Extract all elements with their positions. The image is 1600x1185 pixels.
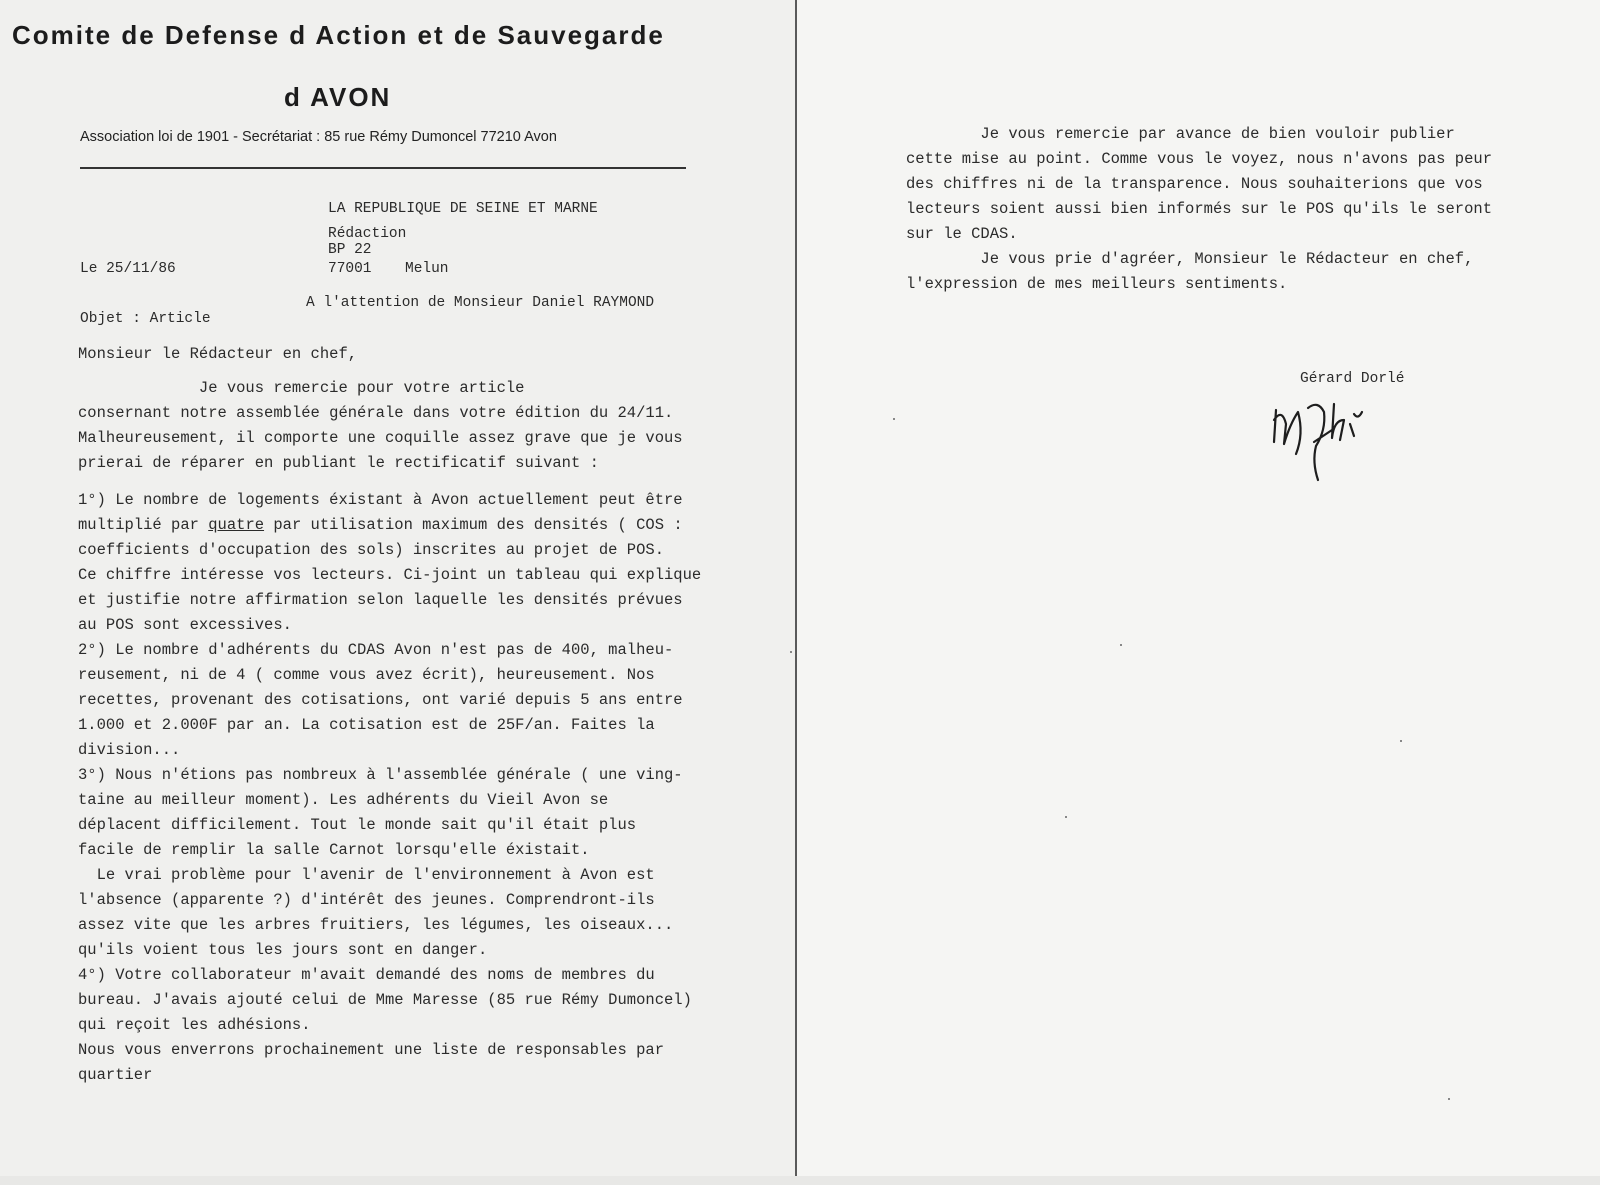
point2-line: recettes, provenant des cotisations, ont varié depuis 5 ans entre [78, 691, 683, 709]
point1-line: 1°) Le nombre de logements éxistant à Avon actuellement peut être [78, 491, 683, 509]
page-fold [795, 0, 797, 1185]
underlined-word: quatre [208, 516, 265, 534]
point2-line: 1.000 et 2.000F par an. La cotisation est de 25F/an. Faites la [78, 716, 655, 734]
point1-line: et justifie notre affirmation selon laquelle les densités prévues [78, 591, 683, 609]
intro-line: consernant notre assemblée générale dans votre édition du 24/11. [78, 404, 674, 422]
point1-line: coefficients d'occupation des sols) inscrites au projet de POS. [78, 541, 664, 559]
intro-line: Je vous remercie pour votre article [78, 379, 525, 397]
closing-line: des chiffres ni de la transparence. Nous souhaiterions que vos [906, 175, 1483, 193]
right-body [906, 122, 1492, 297]
scan-speck [1065, 816, 1067, 818]
scan-speck [1400, 740, 1402, 742]
point4-line: bureau. J'avais ajouté celui de Mme Maresse (85 rue Rémy Dumoncel) [78, 991, 692, 1009]
salutation: Monsieur le Rédacteur en chef, [78, 345, 358, 363]
point4-line: quartier [78, 1066, 153, 1084]
closing-line: Je vous prie d'agréer, Monsieur le Rédacteur en chef, [906, 250, 1474, 268]
point3-line: qu'ils voient tous les jours sont en danger. [78, 941, 488, 959]
recipient-postcode: 77001 [328, 261, 372, 277]
letterhead-subtitle: d AVON [284, 82, 392, 112]
point2-line: 2°) Le nombre d'adhérents du CDAS Avon n'est pas de 400, malheu- [78, 641, 674, 659]
point1-line [78, 513, 701, 538]
letter-date: Le 25/11/86 [80, 261, 176, 277]
point1-text: par utilisation maximum des densités ( COS : [264, 516, 683, 534]
recipient-name: LA REPUBLIQUE DE SEINE ET MARNE [328, 201, 598, 217]
intro-line: Malheureusement, il comporte une coquille assez grave que je vous [78, 429, 683, 447]
bottom-edge [0, 1176, 1600, 1185]
intro-line: prierai de réparer en publiant le rectificatif suivant : [78, 454, 599, 472]
point3-line: taine au meilleur moment). Les adhérents du Vieil Avon se [78, 791, 609, 809]
signatory-name: Gérard Dorlé [1300, 371, 1405, 387]
left-body [78, 376, 701, 1088]
subject-line: Objet : Article [80, 311, 211, 327]
point1-line: au POS sont excessives. [78, 616, 292, 634]
scan-speck [893, 418, 895, 420]
point3-line: facile de remplir la salle Carnot lorsqu'elle éxistait. [78, 841, 590, 859]
paragraph-gap [78, 476, 701, 488]
recipient-dept: Rédaction [328, 226, 407, 242]
point2-line: division... [78, 741, 181, 759]
handwritten-signature [1268, 390, 1408, 490]
point1-line: Ce chiffre intéresse vos lecteurs. Ci-joint un tableau qui explique [78, 566, 702, 584]
point3-line: déplacent difficilement. Tout le monde sait qu'il était plus [78, 816, 637, 834]
recipient-box: BP 22 [328, 242, 372, 258]
point2-line: reusement, ni de 4 ( comme vous avez écrit), heureusement. Nos [78, 666, 655, 684]
closing-line: Je vous remercie par avance de bien vouloir publier [906, 125, 1455, 143]
point4-line: qui reçoit les adhésions. [78, 1016, 311, 1034]
attention-line: A l'attention de Monsieur Daniel RAYMOND [306, 295, 655, 311]
closing-line: sur le CDAS. [906, 225, 1018, 243]
association-line: Association loi de 1901 - Secrétariat : 85 rue Rémy Dumoncel 77210 Avon [80, 129, 557, 145]
recipient-city: Melun [405, 261, 449, 277]
closing-line: l'expression de mes meilleurs sentiments. [906, 275, 1288, 293]
letterhead-title: Comite de Defense d Action et de Sauvegarde [12, 20, 665, 50]
closing-line: cette mise au point. Comme vous le voyez, nous n'avons pas peur [906, 150, 1492, 168]
point3-line: Le vrai problème pour l'avenir de l'environnement à Avon est [78, 866, 655, 884]
scan-speck [790, 651, 792, 653]
point4-line: Nous vous enverrons prochainement une liste de responsables par [78, 1041, 664, 1059]
point4-line: 4°) Votre collaborateur m'avait demandé des noms de membres du [78, 966, 655, 984]
point3-line: l'absence (apparente ?) d'intérêt des jeunes. Comprendront-ils [78, 891, 655, 909]
scan-speck [1120, 644, 1122, 646]
header-divider [80, 167, 686, 169]
scan-speck [1448, 1098, 1450, 1100]
point3-line: assez vite que les arbres fruitiers, les légumes, les oiseaux... [78, 916, 674, 934]
point1-text: multiplié par [78, 516, 209, 534]
closing-line: lecteurs soient aussi bien informés sur le POS qu'ils le seront [906, 200, 1492, 218]
point3-line: 3°) Nous n'étions pas nombreux à l'assemblée générale ( une ving- [78, 766, 683, 784]
